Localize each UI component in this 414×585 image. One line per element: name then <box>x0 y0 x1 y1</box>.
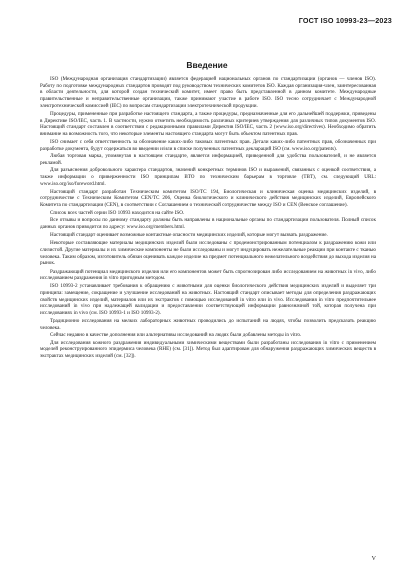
paragraph-potential: Раздражающий потенциал медицинского изделия или его компонентов может быть спрогнозирован либо исследованием на животных in vivo, либо исследованием раздражения in vitro пригодным методом. <box>40 268 376 282</box>
paragraph-animal-welfare: ISO 10993-2 устанавливает требования к обращению с животными для оценки биологического действия медицинских изделий и выделяет три принципа: замещение, сокращение и улучшение исследований на животных. Настоящий стандарт описывает методы для определения раздражающих свойств медицинских изделий, материалов или их экстрактов с помощью исследований in vitro или in vivo. Исследования in vitro предпочтительнее исследований in vivo при надлежащей валидации и предоставлении соответствующей информации равнозначной той, которая получена при исследованиях in vivo (см. ISO 10993-1 и ISO 10993-2). <box>40 283 376 317</box>
paragraph-in-vitro-added: Сейчас недавно в качестве дополнения или альтернативы исследований на людях были добавлены методы in vitro. <box>50 332 302 339</box>
body-text <box>40 76 376 361</box>
paragraph-scope: Настоящий стандарт оценивает возможные контактные опасности медицинских изделий, которые могут вызвать раздражение. <box>50 232 328 239</box>
paragraph-parts-list: Список всех частей серии ISO 10993 находится на сайте ISO. <box>50 210 185 217</box>
paragraph-feedback: Все отзывы и вопросы по данному стандарту должны быть направлены в национальные органы по стандартизации пользователя. Полный список данных органов приводится по адресу: www.iso.org/members.html. <box>40 217 376 231</box>
paragraph-materials: Некоторые составляющие материалы медицинских изделий были исследованы с продемонстрированным потенциалом к раздражению кожи или слизистой. Другие материалы и их химические компоненты не были исследованы и могут индуцировать нежелательные реакции при контакте с тканью человека. Таким образом, изготовитель обязан оценивать каждое изделие на предмет потенциального нежелательного воздействия до выхода изделия на рынок. <box>40 240 376 267</box>
paragraph-voluntary: Для разъяснения добровольного характера стандартов, значений конкретных терминов ISO и выражений, связанных с оценкой соответствия, а также информации о приверженности ISO принципам ВТО по техническим барьерам в торговле (ТВТ), см. следующий URL: www.iso.org/iso/foreword.html. <box>40 167 376 187</box>
page-number: V <box>371 556 376 562</box>
document-number: ГОСТ ISO 10993-23—2023 <box>298 16 392 25</box>
section-title: Введение <box>186 60 228 70</box>
paragraph-committee: Настоящий стандарт разработан Техническим комитетом ISO/TC 194, Биологическая и клиническая оценка медицинских изделий, в сотрудничестве с Техническим Комитетом CEN/TC 206, Оценка биологического и клинического действия медицинских изделий, Европейского Комитета по стандартизации (CEN), в соответствии с Соглашением о технической сотрудничестве между ISO и CEN (Венское соглашение). <box>40 188 376 209</box>
paragraph-traditional: Традиционно исследования на мелких лабораторных животных проводились до испытаний на людях, чтобы позволить предсказать реакцию человека. <box>40 318 376 331</box>
paragraph-rhe-models: Для исследования кожного раздражения индивидуальными химическими веществами были разработаны исследования in vitro с применением моделей реконструированного эпидермиса человека (RHE) (см. [31]). Метод был адаптирован для обнаружения раздражающих химических веществ в экстрактах медицинских изделий (см. [32]). <box>40 339 376 359</box>
paragraph-iso-intro: ISO (Международная организация стандартизации) является федерацией национальных органов по стандартизации (органов — членов ISO). Работу по подготовке международных стандартов проводят под руководством технических комитетов ISO. Каждая организация-член, заинтересованная в области деятельности, для которой создан технический комитет, имеет право быть представленной в данном комитете. Международные правительственные и неправительственные организации, также принимают участие в работе ISO. ISO тесно сотрудничает с Международной электротехнической комиссией (IEC) по вопросам стандартизации электротехнической продукции. <box>40 76 376 109</box>
paragraph-trademark: Любая торговая марка, упомянутая в настоящем стандарте, является информацией, приведенной для удобства пользователей, и не является рекламой. <box>40 153 376 166</box>
paragraph-procedures: Процедуры, примененные при разработке настоящего стандарта, а также процедуры, предназначенные для его дальнейшей поддержки, приведены в Директиве ISO/IEC, часть 1. В частности, нужно отметить необходимость различных критериев утверждения для различных типов документов ISO. Настоящий стандарт составлен в соответствии с редакционными правилами Директив ISO/IEC, часть 2 (www.iso.org/directives). Необходимо обратить внимание на возможность того, что некоторые элементы настоящего стандарта могут быть объектом патентных прав. <box>40 110 376 138</box>
paragraph-patents: ISO снимает с себя ответственность за обозначение каких-либо таковых патентных прав. Детали каких-либо патентных прав, обозначенных при разработке документа, будут содержаться во введении и/или в списке полученных патентных деклараций ISO (см. www.iso.org/patents). <box>40 139 376 152</box>
